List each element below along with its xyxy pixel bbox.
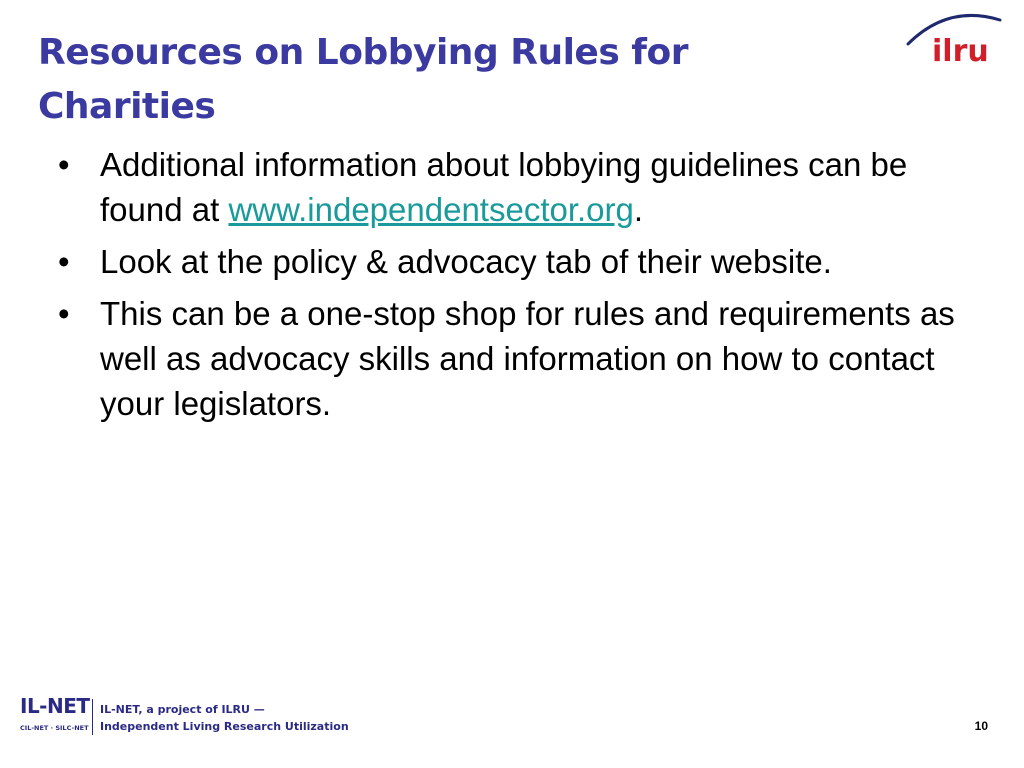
footer-divider [92,699,93,735]
bullet-list [58,142,978,433]
bullet-text: Look at the policy & advocacy tab of their website. [100,243,832,280]
bullet-text: Additional information about lobbying guidelines can be found at [100,146,908,228]
bullet-dot: • [58,243,70,280]
bullet-dot: • [58,295,70,332]
ilru-logo-text: ilru [932,34,989,69]
bullet-text-suffix: . [633,191,644,228]
ilnet-brand-sub: CIL-NET · SILC-NET [20,724,89,732]
bullet-item [58,291,978,426]
slide-title: Resources on Lobbying Rules for Charities [38,32,688,127]
independentsector-link[interactable]: www.independentsector.org [228,191,634,228]
bullet-item [58,239,978,284]
page-number: 10 [974,719,988,733]
bullet-dot: • [58,146,70,183]
bullet-text: This can be a one-stop shop for rules and requirements as well as advocacy skills and information on how to contact your legislators. [100,295,955,422]
footer-line-2: Independent Living Research Utilization [100,720,349,733]
bullet-item [58,142,978,232]
ilnet-brand: IL-NET [20,694,90,718]
ilru-logo-icon [902,8,1006,74]
footer-line-1: IL-NET, a project of ILRU — [100,703,265,716]
footer-caption [100,701,349,735]
ilnet-logo [20,694,98,732]
